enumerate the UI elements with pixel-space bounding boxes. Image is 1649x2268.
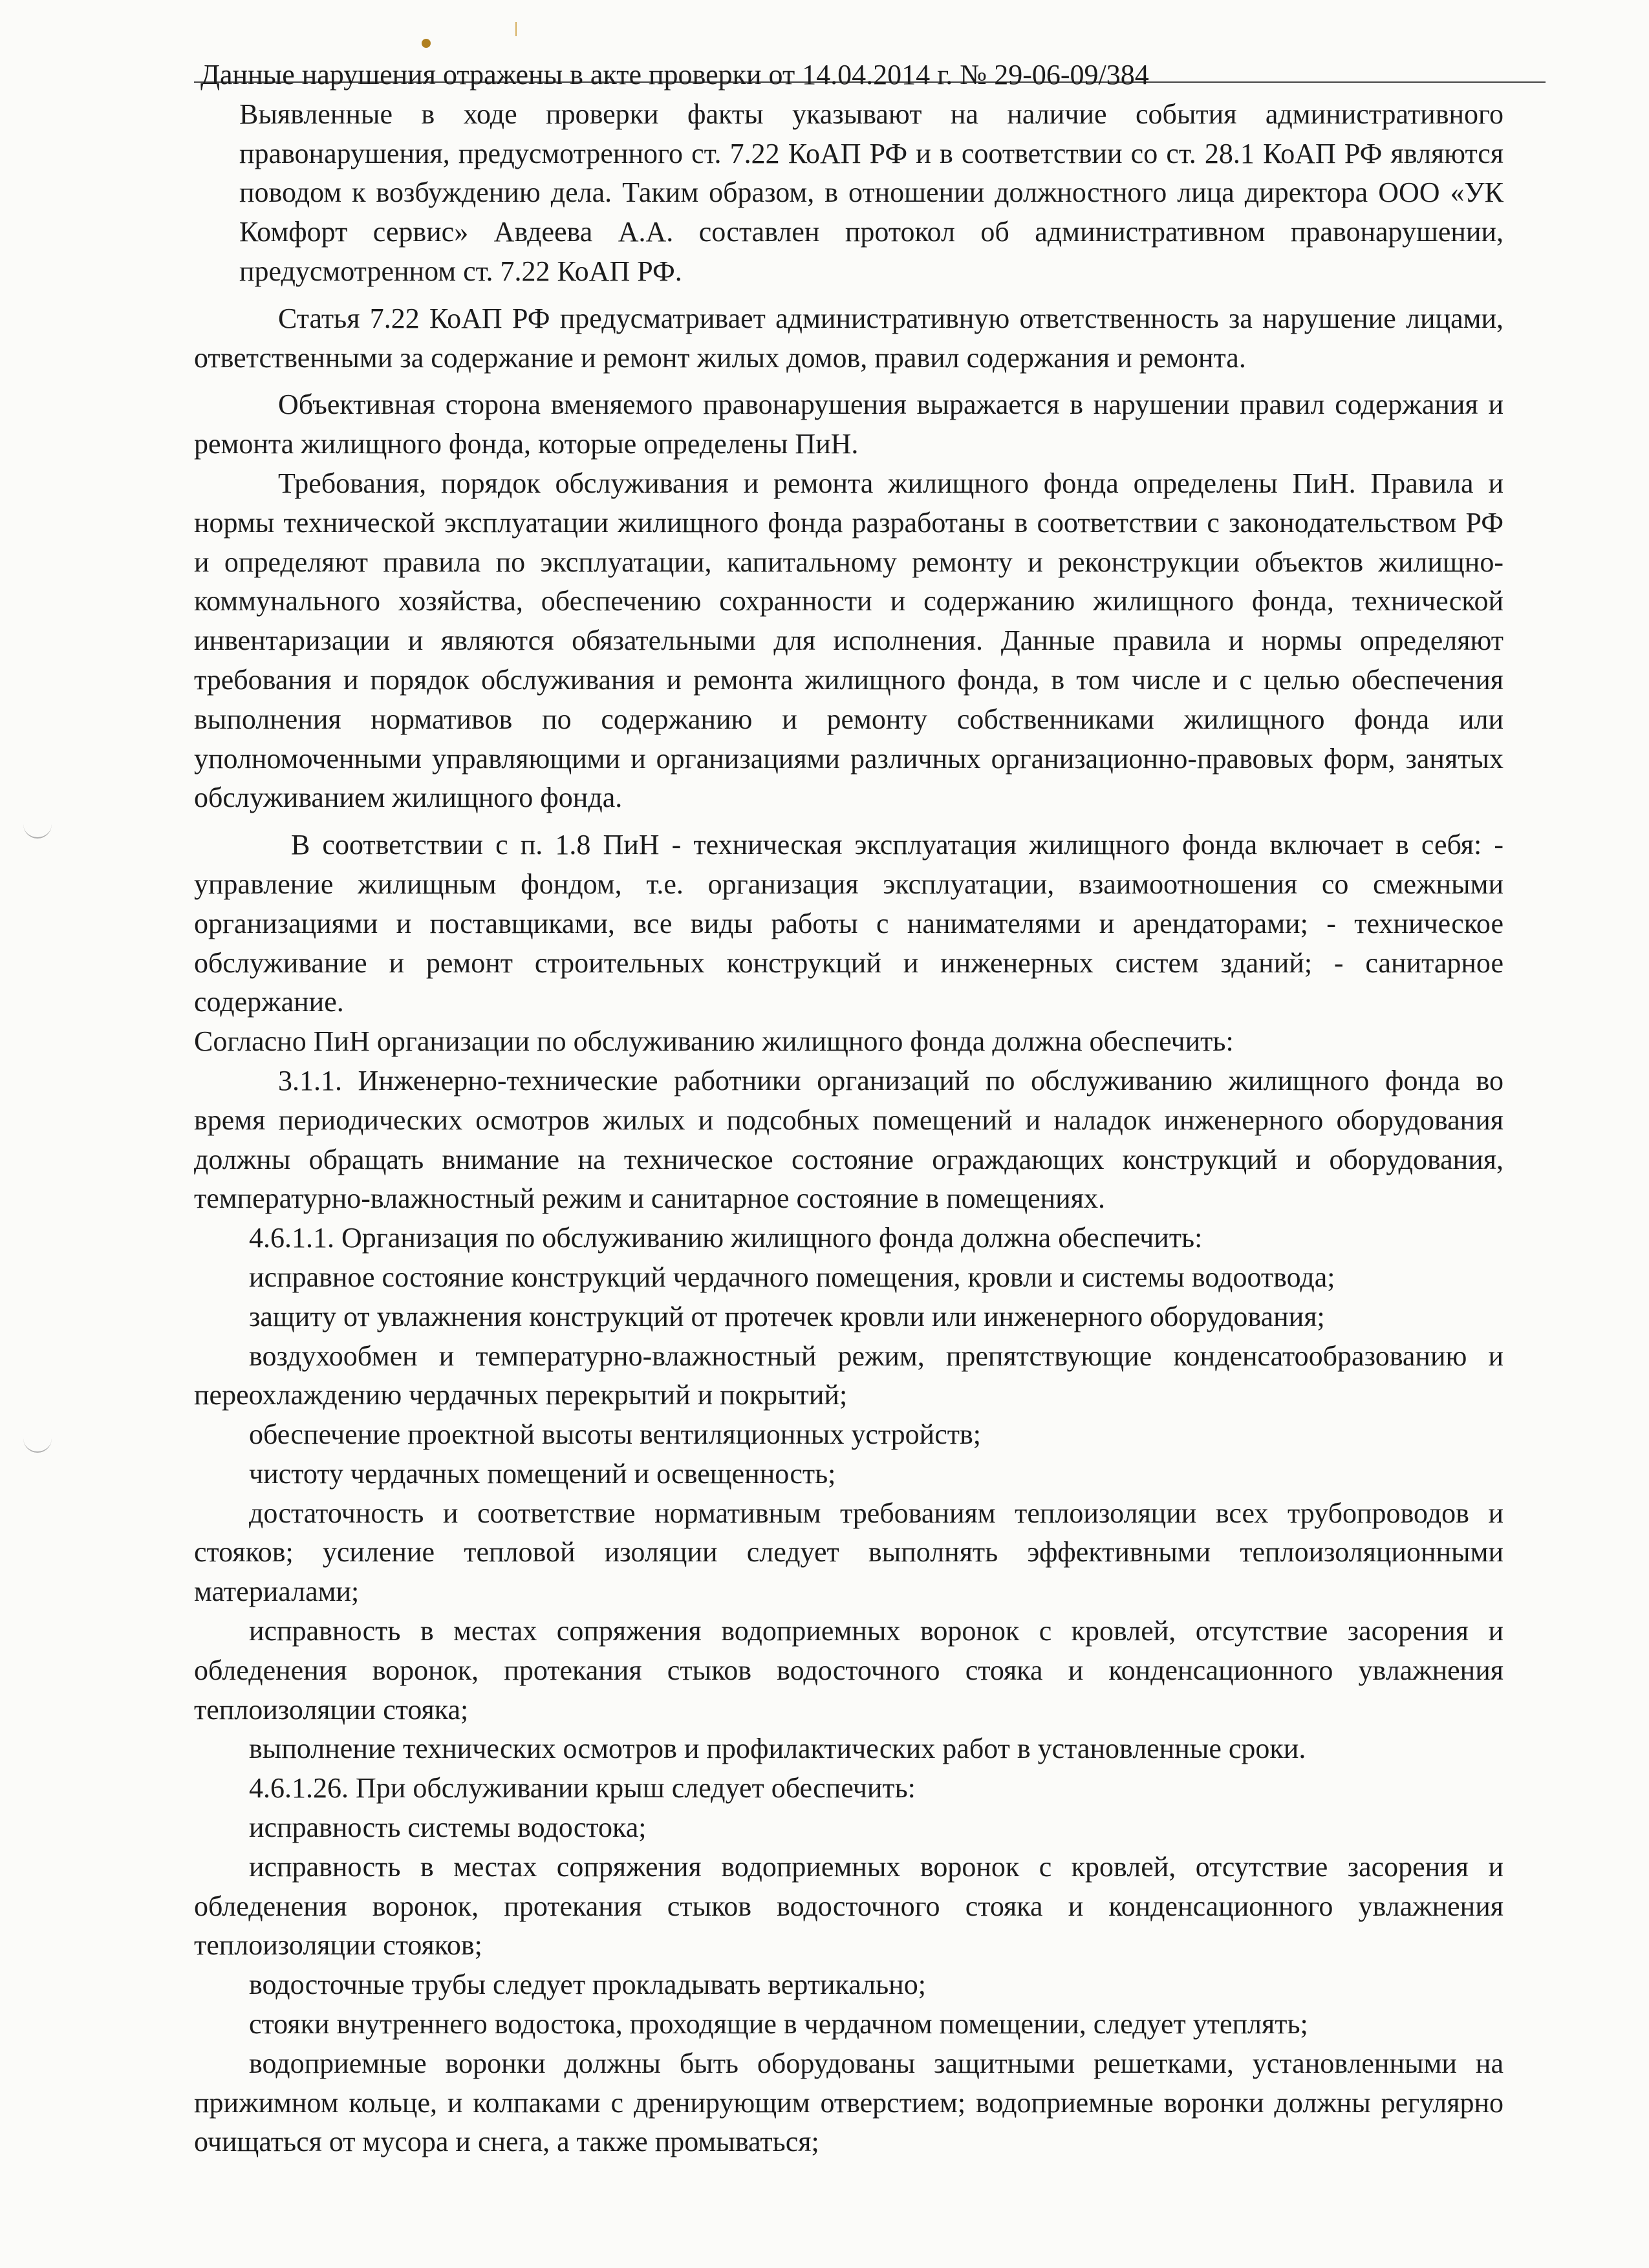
list-item: стояки внутреннего водостока, проходящие в чердачном помещении, следует утеплять; [249, 2008, 1308, 2040]
paragraph-pin-obligations: Согласно ПиН организации по обслуживанию жилищного фонда должна обеспечить: [194, 1025, 1234, 1058]
ink-mark [515, 22, 517, 36]
paragraph-requirements: Требования, порядок обслуживания и ремонта жилищного фонда определены ПиН. Правила и нормы технической эксплуатации жилищного фонда разработаны в соответствии с законодательством РФ и определяют правила по эксплуатации, капитальному ремонту и реконструкции объектов жилищно-коммунального хозяйства, обеспечению сохранности и содержанию жилищного фонда, технической инвентаризации и являются обязательными для исполнения. Данные правила и нормы определяют требования и порядок обслуживания и ремонта жилищного фонда, в том числе и с целью обеспечения выполнения нормативов по содержанию и ремонту собственниками жилищного фонда или уполномоченными управляющими и организациями различных организационно-правовых форм, занятых обслуживанием жилищного фонда. [194, 467, 1503, 814]
list-item: выполнение технических осмотров и профилактических работ в установленные сроки. [249, 1733, 1306, 1765]
list-item: достаточность и соответствие нормативным требованиям теплоизоляции всех трубопроводов и стояков; усиление тепловой изоляции следует выполнять эффективными теплоизоляционными материалами; [194, 1497, 1503, 1608]
list-item: защиту от увлажнения конструкций от протечек кровли или инженерного оборудования; [249, 1300, 1325, 1332]
list-item: исправность системы водостока; [249, 1812, 647, 1844]
list-item: чистоту чердачных помещений и освещенность; [249, 1457, 836, 1490]
list-item: водосточные трубы следует прокладывать вертикально; [249, 1969, 926, 2001]
section-4-6-1-26-list [194, 1808, 1503, 2162]
document-page [194, 56, 1503, 2162]
paragraph-article-7-22: Статья 7.22 КоАП РФ предусматривает административную ответственность за нарушение лицами, ответственными за содержание и ремонт жилых домов, правил содержания и ремонта. [194, 302, 1503, 374]
ink-spot [422, 39, 431, 48]
hole-punch-mark [0, 1451, 65, 1452]
section-4-6-1-26-title: 4.6.1.26. При обслуживании крыш следует обеспечить: [249, 1772, 916, 1804]
list-item: обеспечение проектной высоты вентиляционных устройств; [249, 1418, 981, 1451]
paragraph-objective-side: Объективная сторона вменяемого правонарушения выражается в нарушении правил содержания и ремонта жилищного фонда, которые определены ПиН. [194, 389, 1503, 460]
paragraph-3-1-1: 3.1.1. Инженерно-технические работники организаций по обслуживанию жилищного фонда во время периодических осмотров жилых и подсобных помещений и наладок инженерного оборудования должны обращать внимание на техническое состояние ограждающих конструкций и оборудования, температурно-влажностный режим и санитарное состояние в помещениях. [194, 1064, 1503, 1215]
act-reference-line: Данные нарушения отражены в акте проверки от 14.04.2014 г. № 29-06-09/384 [200, 59, 1149, 91]
list-item: водоприемные воронки должны быть оборудованы защитными решетками, установленными на прижимном кольце, и колпаками с дренирующим отверстием; водоприемные воронки должны регулярно очищаться от мусора и снега, а также промываться; [194, 2047, 1503, 2158]
list-item: исправность в местах сопряжения водоприемных воронок с кровлей, отсутствие засорения и обледенения воронок, протекания стыков водосточного стояка и конденсационного увлажнения теплоизоляции стояков; [194, 1850, 1503, 1962]
paragraph-violation-facts: Выявленные в ходе проверки факты указывают на наличие события административного правонарушения, предусмотренного ст. 7.22 КоАП РФ и в соответствии со ст. 28.1 КоАП РФ являются поводом к возбуждению дела. Таким образом, в отношении должностного лица директора ООО «УК Комфорт сервис» Авдеева А.А. составлен протокол об административном правонарушении, предусмотренном ст. 7.22 КоАП РФ. [239, 98, 1503, 287]
list-item: воздухообмен и температурно-влажностный режим, препятствующие конденсатообразованию и переохлаждению чердачных перекрытий и покрытий; [194, 1340, 1503, 1411]
section-4-6-1-1-list [194, 1258, 1503, 1769]
hole-punch-mark [0, 837, 65, 838]
paragraph-technical-operation: В соответствии с п. 1.8 ПиН - техническая эксплуатация жилищного фонда включает в себя: - управление жилищным фондом, т.е. организация эксплуатации, взаимоотношения со смежными организациями и поставщиками, все виды работы с нанимателями и арендаторами; - техническое обслуживание и ремонт строительных конструкций и инженерных систем зданий; - санитарное содержание. [194, 829, 1503, 1018]
list-item: исправное состояние конструкций чердачного помещения, кровли и системы водоотвода; [249, 1261, 1335, 1293]
list-item: исправность в местах сопряжения водоприемных воронок с кровлей, отсутствие засорения и обледенения воронок, протекания стыков водосточного стояка и конденсационного увлажнения теплоизоляции стояка; [194, 1615, 1503, 1726]
section-4-6-1-1-title: 4.6.1.1. Организация по обслуживанию жилищного фонда должна обеспечить: [249, 1222, 1203, 1254]
